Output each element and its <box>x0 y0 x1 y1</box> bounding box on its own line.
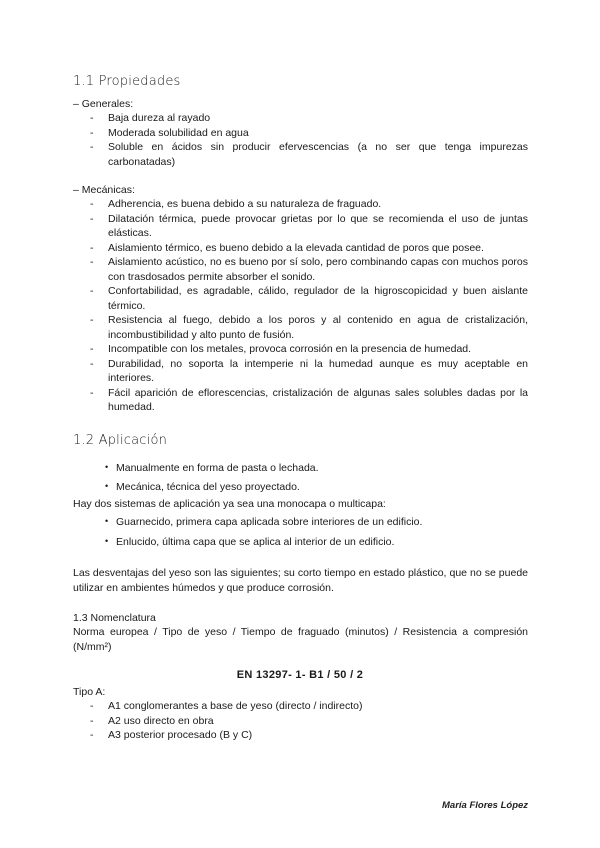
section-title-aplicacion: 1.2 Aplicación <box>73 433 168 448</box>
list-item: - Confortabilidad, es agradable, cálido, regulador de la higroscopicidad y buen aislante térmico. <box>73 284 528 313</box>
mecanicas-list <box>73 197 528 415</box>
list-item: - A3 posterior procesado (B y C) <box>73 728 528 743</box>
aplicacion-intro: Hay dos sistemas de aplicación ya sea una monocapa o multicapa: <box>73 498 386 510</box>
tipo-list <box>73 699 528 743</box>
list-item: - Aislamiento térmico, es bueno debido a la elevada cantidad de poros que posee. <box>73 241 528 256</box>
list-item: - Moderada solubilidad en agua <box>73 126 528 141</box>
list-item: • Mecánica, técnica del yeso proyectado. <box>105 480 319 495</box>
list-item: - Fácil aparición de eflorescencias, cristalización de algunas sales solubles dadas por la humedad. <box>73 386 528 415</box>
norm-code: EN 13297- 1- B1 / 50 / 2 <box>236 669 364 681</box>
list-item: - A1 conglomerantes a base de yeso (directo / indirecto) <box>73 699 528 714</box>
list-item: - Dilatación térmica, puede provocar grietas por lo que se recomienda el uso de juntas elásticas. <box>73 212 528 241</box>
list-item: - Soluble en ácidos sin producir efervescencias (a no ser que tenga impurezas carbonatadas) <box>73 140 528 169</box>
list-item: • Guarnecido, primera capa aplicada sobre interiores de un edificio. <box>105 515 422 530</box>
aplicacion-systems-list <box>105 515 422 549</box>
list-item: - Durabilidad, no soporta la intemperie ni la humedad aunque es muy aceptable en interiores. <box>73 357 528 386</box>
list-item: - Resistencia al fuego, debido a los poros y al contenido en agua de cristalización, incombustibilidad y alto punto de fusión. <box>73 313 528 342</box>
list-item: - Incompatible con los metales, provoca corrosión en la presencia de humedad. <box>73 342 528 357</box>
section-title-propiedades: 1.1 Propiedades <box>73 74 181 89</box>
tipo-label: Tipo A: <box>73 686 106 698</box>
list-item: • Manualmente en forma de pasta o lechada. <box>105 461 319 476</box>
generales-label: – Generales: <box>73 98 134 110</box>
section-title-nomenclatura: 1.3 Nomenclatura <box>73 612 156 624</box>
list-item: - Baja dureza al rayado <box>73 111 528 126</box>
desventajas-paragraph: Las desventajas del yeso son las siguientes; su corto tiempo en estado plástico, que no se puede utilizar en ambientes húmedos y que produce corrosión. <box>73 567 528 594</box>
list-item: - Aislamiento acústico, no es bueno por sí solo, pero combinando capas con muchos poros con trasdosados permite absorber el sonido. <box>73 255 528 284</box>
list-item: - A2 uso directo en obra <box>73 714 528 729</box>
mecanicas-label: – Mecánicas: <box>73 184 135 196</box>
nomenclatura-description: Norma europea / Tipo de yeso / Tiempo de fraguado (minutos) / Resistencia a compresión (N/mm²) <box>73 626 528 653</box>
list-item: - Adherencia, es buena debido a su naturaleza de fraguado. <box>73 197 528 212</box>
list-item: • Enlucido, última capa que se aplica al interior de un edificio. <box>105 535 422 550</box>
aplicacion-methods-list <box>105 461 319 494</box>
generales-list <box>73 111 528 169</box>
author-signature: María Flores López <box>442 800 529 811</box>
